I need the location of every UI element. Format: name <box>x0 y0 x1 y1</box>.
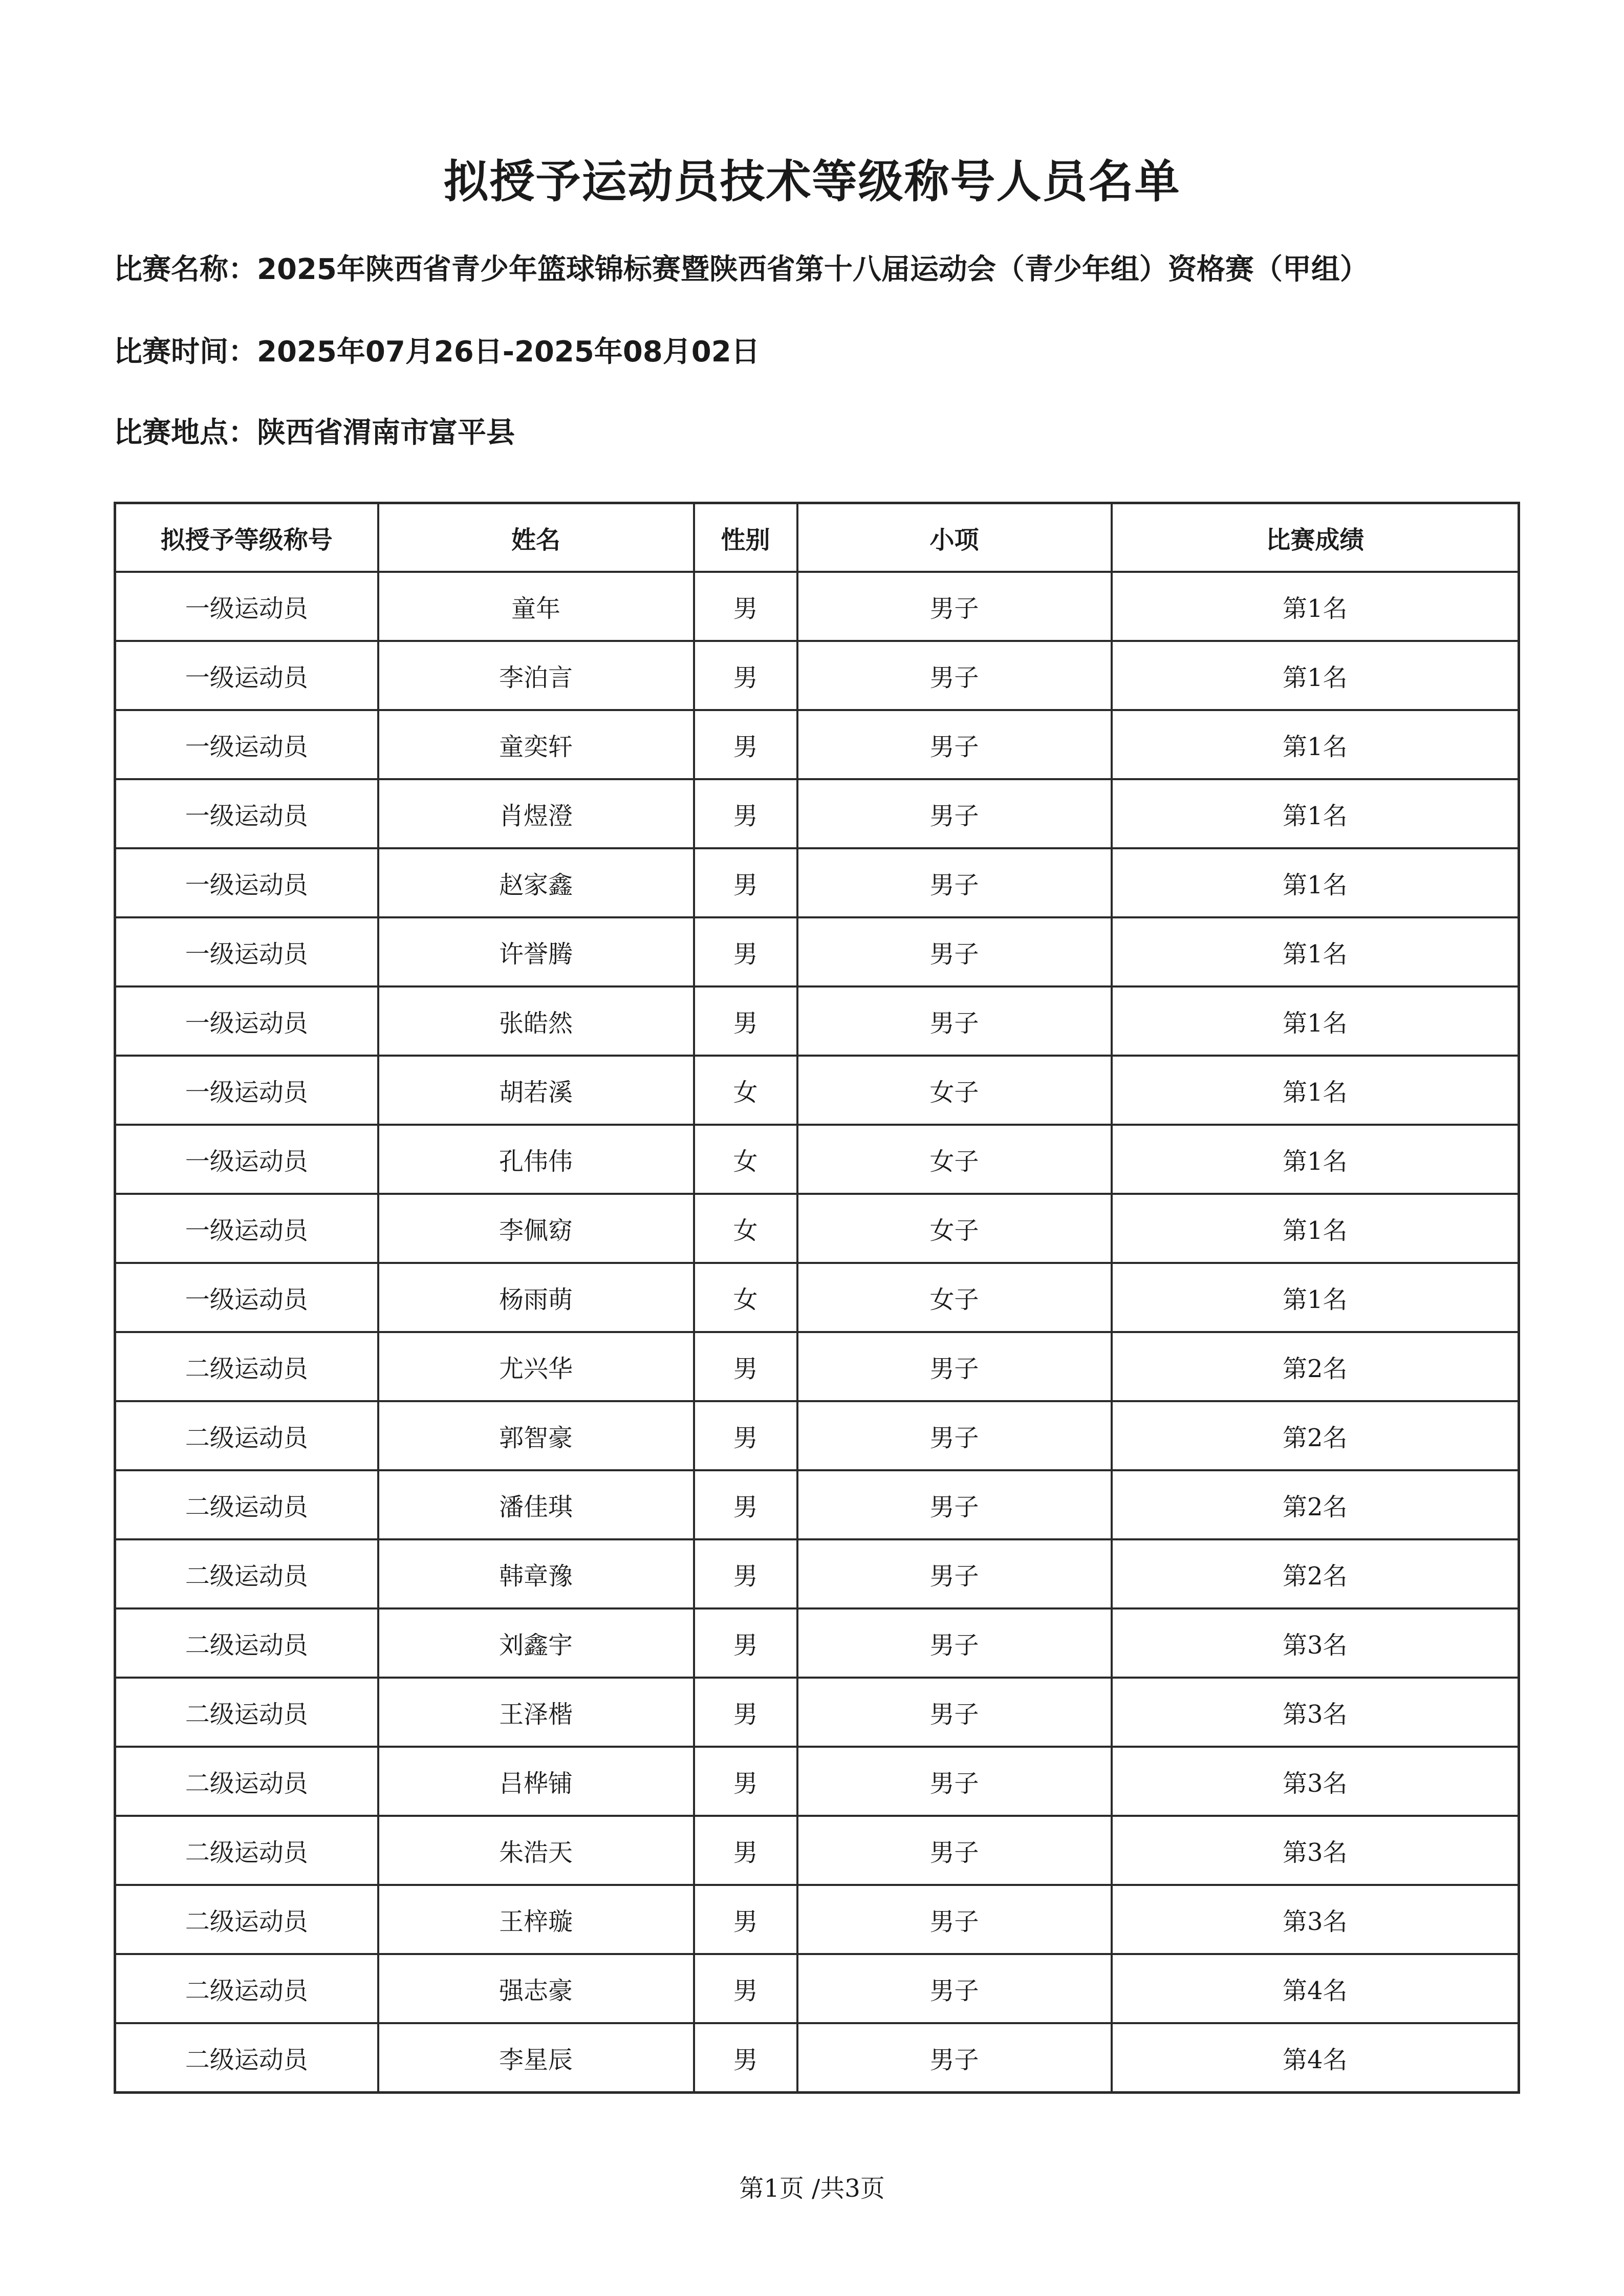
header-name: 姓名 <box>378 503 694 572</box>
cell-grade-title: 一级运动员 <box>115 572 378 641</box>
cell-event: 男子 <box>797 641 1112 710</box>
cell-gender: 男 <box>694 1678 797 1747</box>
header-event: 小项 <box>797 503 1112 572</box>
cell-result: 第1名 <box>1112 779 1519 848</box>
cell-result: 第3名 <box>1112 1885 1519 1954</box>
page-indicator: 第1页 /共3页 <box>739 2174 885 2203</box>
table-row <box>115 641 1519 710</box>
cell-event: 女子 <box>797 1056 1112 1125</box>
cell-gender: 男 <box>694 986 797 1056</box>
cell-result: 第1名 <box>1112 1056 1519 1125</box>
cell-grade-title: 一级运动员 <box>115 779 378 848</box>
cell-grade-title: 二级运动员 <box>115 1332 378 1401</box>
cell-name: 肖煜澄 <box>378 779 694 848</box>
cell-grade-title: 一级运动员 <box>115 986 378 1056</box>
header-gender: 性别 <box>694 503 797 572</box>
cell-result: 第1名 <box>1112 641 1519 710</box>
cell-grade-title: 一级运动员 <box>115 917 378 986</box>
cell-gender: 男 <box>694 917 797 986</box>
cell-grade-title: 一级运动员 <box>115 710 378 779</box>
cell-event: 男子 <box>797 1678 1112 1747</box>
cell-result: 第1名 <box>1112 1125 1519 1194</box>
athlete-roster-table <box>114 502 1520 2094</box>
cell-grade-title: 二级运动员 <box>115 1954 378 2023</box>
cell-name: 童奕轩 <box>378 710 694 779</box>
cell-gender: 男 <box>694 710 797 779</box>
cell-gender: 女 <box>694 1125 797 1194</box>
cell-grade-title: 二级运动员 <box>115 1608 378 1678</box>
table-row <box>115 1125 1519 1194</box>
cell-gender: 男 <box>694 1954 797 2023</box>
table-row <box>115 572 1519 641</box>
cell-grade-title: 二级运动员 <box>115 1539 378 1608</box>
table-row <box>115 1747 1519 1816</box>
table-row <box>115 1608 1519 1678</box>
cell-result: 第3名 <box>1112 1747 1519 1816</box>
cell-gender: 男 <box>694 1332 797 1401</box>
cell-name: 王梓璇 <box>378 1885 694 1954</box>
cell-result: 第1名 <box>1112 917 1519 986</box>
table-row <box>115 1816 1519 1885</box>
table-row <box>115 1194 1519 1263</box>
cell-event: 男子 <box>797 572 1112 641</box>
cell-name: 韩章豫 <box>378 1539 694 1608</box>
table-row <box>115 1539 1519 1608</box>
table-row <box>115 1954 1519 2023</box>
table-row <box>115 1678 1519 1747</box>
cell-result: 第3名 <box>1112 1678 1519 1747</box>
cell-name: 王泽楷 <box>378 1678 694 1747</box>
cell-name: 强志豪 <box>378 1954 694 2023</box>
cell-name: 李星辰 <box>378 2023 694 2093</box>
header-result: 比赛成绩 <box>1112 503 1519 572</box>
cell-name: 杨雨萌 <box>378 1263 694 1332</box>
cell-gender: 男 <box>694 848 797 917</box>
cell-grade-title: 一级运动员 <box>115 641 378 710</box>
cell-name: 许誉腾 <box>378 917 694 986</box>
cell-grade-title: 二级运动员 <box>115 1401 378 1470</box>
cell-result: 第1名 <box>1112 848 1519 917</box>
cell-event: 男子 <box>797 848 1112 917</box>
cell-grade-title: 二级运动员 <box>115 2023 378 2093</box>
cell-result: 第1名 <box>1112 1263 1519 1332</box>
cell-result: 第2名 <box>1112 1539 1519 1608</box>
cell-gender: 男 <box>694 1401 797 1470</box>
cell-name: 李泊言 <box>378 641 694 710</box>
cell-result: 第2名 <box>1112 1332 1519 1401</box>
cell-name: 郭智豪 <box>378 1401 694 1470</box>
cell-event: 男子 <box>797 2023 1112 2093</box>
table-row <box>115 779 1519 848</box>
cell-name: 朱浩天 <box>378 1816 694 1885</box>
table-row <box>115 848 1519 917</box>
cell-grade-title: 一级运动员 <box>115 848 378 917</box>
cell-gender: 男 <box>694 1747 797 1816</box>
cell-result: 第1名 <box>1112 1194 1519 1263</box>
table-row <box>115 1056 1519 1125</box>
cell-event: 男子 <box>797 779 1112 848</box>
cell-event: 女子 <box>797 1194 1112 1263</box>
cell-grade-title: 二级运动员 <box>115 1470 378 1539</box>
cell-gender: 男 <box>694 779 797 848</box>
cell-event: 男子 <box>797 1539 1112 1608</box>
cell-grade-title: 一级运动员 <box>115 1263 378 1332</box>
competition-location: 比赛地点：陕西省渭南市富平县 <box>114 416 515 449</box>
cell-name: 潘佳琪 <box>378 1470 694 1539</box>
cell-event: 男子 <box>797 1747 1112 1816</box>
cell-result: 第3名 <box>1112 1816 1519 1885</box>
competition-name: 比赛名称：2025年陕西省青少年篮球锦标赛暨陕西省第十八届运动会（青少年组）资格赛（甲组） <box>114 253 1369 286</box>
cell-event: 男子 <box>797 710 1112 779</box>
cell-result: 第1名 <box>1112 710 1519 779</box>
cell-gender: 男 <box>694 1816 797 1885</box>
cell-result: 第4名 <box>1112 1954 1519 2023</box>
cell-name: 李佩窈 <box>378 1194 694 1263</box>
cell-event: 男子 <box>797 1608 1112 1678</box>
cell-result: 第3名 <box>1112 1608 1519 1678</box>
table-row <box>115 1470 1519 1539</box>
cell-event: 男子 <box>797 1401 1112 1470</box>
cell-result: 第2名 <box>1112 1401 1519 1470</box>
cell-name: 胡若溪 <box>378 1056 694 1125</box>
cell-name: 尤兴华 <box>378 1332 694 1401</box>
cell-event: 男子 <box>797 986 1112 1056</box>
cell-grade-title: 二级运动员 <box>115 1816 378 1885</box>
cell-event: 男子 <box>797 917 1112 986</box>
cell-result: 第1名 <box>1112 572 1519 641</box>
cell-gender: 男 <box>694 1470 797 1539</box>
table-row <box>115 1885 1519 1954</box>
table-row <box>115 2023 1519 2093</box>
table-row <box>115 1263 1519 1332</box>
cell-event: 男子 <box>797 1332 1112 1401</box>
cell-grade-title: 一级运动员 <box>115 1056 378 1125</box>
cell-name: 孔伟伟 <box>378 1125 694 1194</box>
table-body <box>115 572 1519 2093</box>
cell-grade-title: 二级运动员 <box>115 1885 378 1954</box>
cell-gender: 女 <box>694 1056 797 1125</box>
cell-grade-title: 一级运动员 <box>115 1125 378 1194</box>
table-row <box>115 710 1519 779</box>
document-title: 拟授予运动员技术等级称号人员名单 <box>443 155 1181 208</box>
cell-event: 女子 <box>797 1125 1112 1194</box>
table-row <box>115 986 1519 1056</box>
cell-event: 男子 <box>797 1885 1112 1954</box>
cell-gender: 女 <box>694 1194 797 1263</box>
cell-gender: 男 <box>694 641 797 710</box>
cell-gender: 女 <box>694 1263 797 1332</box>
cell-gender: 男 <box>694 1608 797 1678</box>
cell-name: 张皓然 <box>378 986 694 1056</box>
cell-gender: 男 <box>694 1885 797 1954</box>
table-row <box>115 1401 1519 1470</box>
cell-event: 女子 <box>797 1263 1112 1332</box>
cell-event: 男子 <box>797 1816 1112 1885</box>
cell-grade-title: 二级运动员 <box>115 1747 378 1816</box>
cell-gender: 男 <box>694 1539 797 1608</box>
cell-grade-title: 一级运动员 <box>115 1194 378 1263</box>
cell-result: 第4名 <box>1112 2023 1519 2093</box>
cell-name: 刘鑫宇 <box>378 1608 694 1678</box>
table-row <box>115 917 1519 986</box>
cell-gender: 男 <box>694 2023 797 2093</box>
cell-name: 赵家鑫 <box>378 848 694 917</box>
table-row <box>115 1332 1519 1401</box>
competition-time: 比赛时间：2025年07月26日-2025年08月02日 <box>114 335 760 369</box>
cell-gender: 男 <box>694 572 797 641</box>
table-header-row <box>115 503 1519 572</box>
cell-event: 男子 <box>797 1470 1112 1539</box>
cell-result: 第2名 <box>1112 1470 1519 1539</box>
cell-name: 童年 <box>378 572 694 641</box>
cell-name: 吕桦铺 <box>378 1747 694 1816</box>
header-grade-title: 拟授予等级称号 <box>115 503 378 572</box>
cell-event: 男子 <box>797 1954 1112 2023</box>
cell-result: 第1名 <box>1112 986 1519 1056</box>
cell-grade-title: 二级运动员 <box>115 1678 378 1747</box>
